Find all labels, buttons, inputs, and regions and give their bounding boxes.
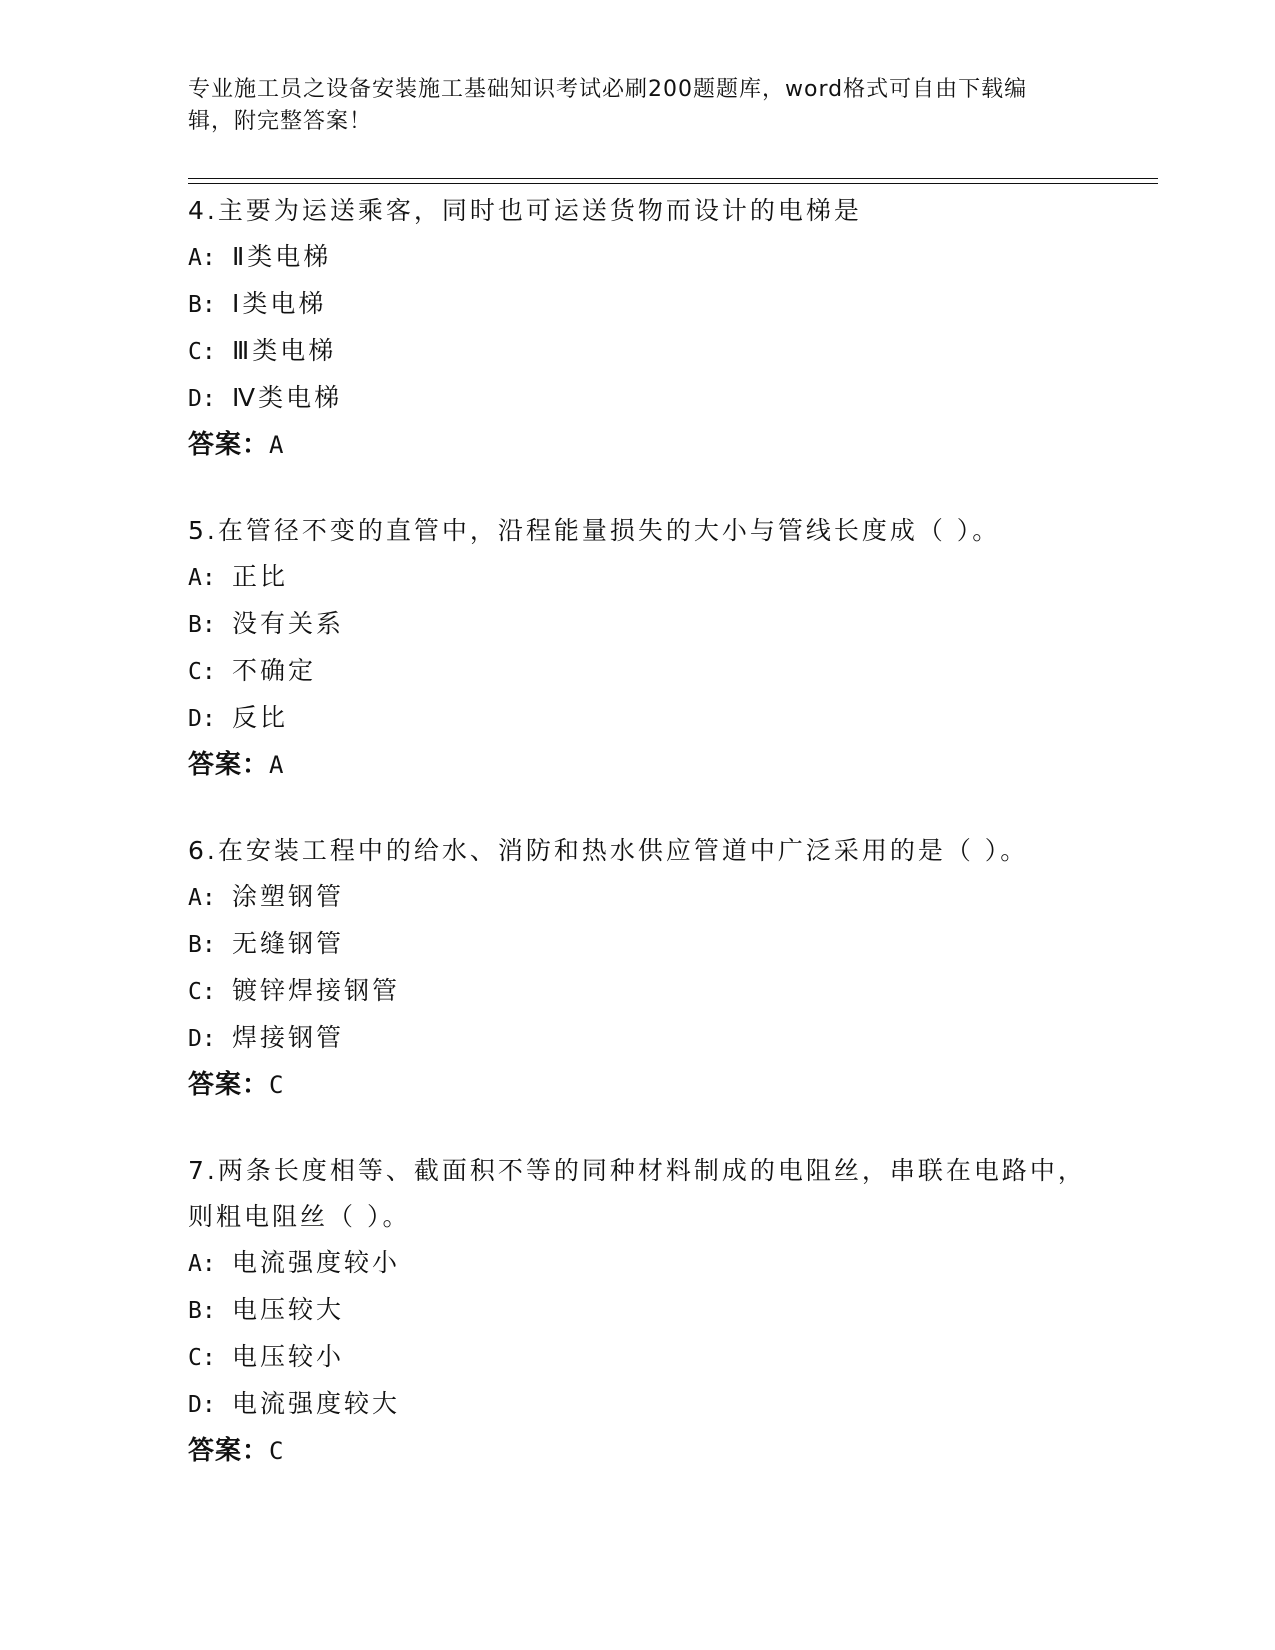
option-key: C: (188, 1345, 216, 1371)
option-key: D: (188, 386, 216, 412)
option-text: Ⅳ类电梯 (232, 383, 343, 412)
answer-label: 答案： (188, 750, 270, 780)
option-text: 电压较大 (232, 1295, 345, 1324)
answer-line (188, 1062, 1088, 1108)
answer-value: A (269, 751, 285, 779)
option-c (188, 648, 1088, 695)
option-text: 电流强度较大 (232, 1389, 401, 1418)
option-a (188, 1240, 1088, 1287)
option-b (188, 1287, 1088, 1334)
option-c (188, 1334, 1088, 1381)
option-key: A: (188, 245, 216, 271)
question-stem: 5.在管径不变的直管中，沿程能量损失的大小与管线长度成（ ）。 (188, 516, 1001, 545)
option-a (188, 554, 1088, 601)
option-text: 不确定 (232, 656, 317, 685)
option-list (188, 1240, 1088, 1428)
question-4 (188, 188, 1088, 468)
option-key: B: (188, 292, 216, 318)
option-b (188, 601, 1088, 648)
header-divider-top (188, 178, 1158, 179)
option-text: 正比 (232, 562, 289, 591)
answer-line (188, 742, 1088, 788)
option-list (188, 554, 1088, 742)
option-b (188, 921, 1088, 968)
option-d (188, 1381, 1088, 1428)
option-key: A: (188, 565, 216, 591)
option-key: D: (188, 706, 216, 732)
option-key: C: (188, 659, 216, 685)
option-b (188, 281, 1088, 328)
question-stem: 4.主要为运送乘客，同时也可运送货物而设计的电梯是 (188, 196, 862, 225)
answer-value: C (269, 1071, 285, 1099)
answer-label: 答案： (188, 1436, 270, 1466)
option-text: 镀锌焊接钢管 (232, 976, 401, 1005)
answer-value: A (269, 431, 285, 459)
option-key: B: (188, 932, 216, 958)
option-key: A: (188, 1251, 216, 1277)
option-key: C: (188, 979, 216, 1005)
option-text: 反比 (232, 703, 289, 732)
option-d (188, 1015, 1088, 1062)
option-text: Ⅱ类电梯 (232, 242, 332, 271)
answer-label: 答案： (188, 430, 270, 460)
question-stem: 7.两条长度相等、截面积不等的同种材料制成的电阻丝，串联在电路中，则粗电阻丝（ ）。 (188, 1156, 1086, 1231)
option-key: D: (188, 1392, 216, 1418)
option-text: 电流强度较小 (232, 1248, 401, 1277)
option-a (188, 874, 1088, 921)
option-a (188, 234, 1088, 281)
option-text: 焊接钢管 (232, 1023, 345, 1052)
option-text: 没有关系 (232, 609, 345, 638)
option-key: A: (188, 885, 216, 911)
option-list (188, 874, 1088, 1062)
option-d (188, 695, 1088, 742)
option-key: C: (188, 339, 216, 365)
answer-label: 答案： (188, 1070, 270, 1100)
option-text: 无缝钢管 (232, 929, 345, 958)
option-text: 电压较小 (232, 1342, 345, 1371)
question-6 (188, 828, 1088, 1108)
option-text: Ⅰ类电梯 (232, 289, 327, 318)
option-list (188, 234, 1088, 422)
header-divider-bottom (188, 183, 1158, 184)
answer-value: C (269, 1437, 285, 1465)
option-text: 涂塑钢管 (232, 882, 345, 911)
question-stem: 6.在安装工程中的给水、消防和热水供应管道中广泛采用的是（ ）。 (188, 836, 1029, 865)
answer-line (188, 1428, 1088, 1474)
option-key: B: (188, 1298, 216, 1324)
option-key: D: (188, 1026, 216, 1052)
option-c (188, 328, 1088, 375)
question-7 (188, 1148, 1088, 1474)
option-key: B: (188, 612, 216, 638)
option-c (188, 968, 1088, 1015)
document-header: 专业施工员之设备安装施工基础知识考试必刷200题题库，word格式可自由下载编辑，附完整答案！ (188, 77, 1028, 134)
option-text: Ⅲ类电梯 (232, 336, 337, 365)
answer-line (188, 422, 1088, 468)
option-d (188, 375, 1088, 422)
question-5 (188, 508, 1088, 788)
